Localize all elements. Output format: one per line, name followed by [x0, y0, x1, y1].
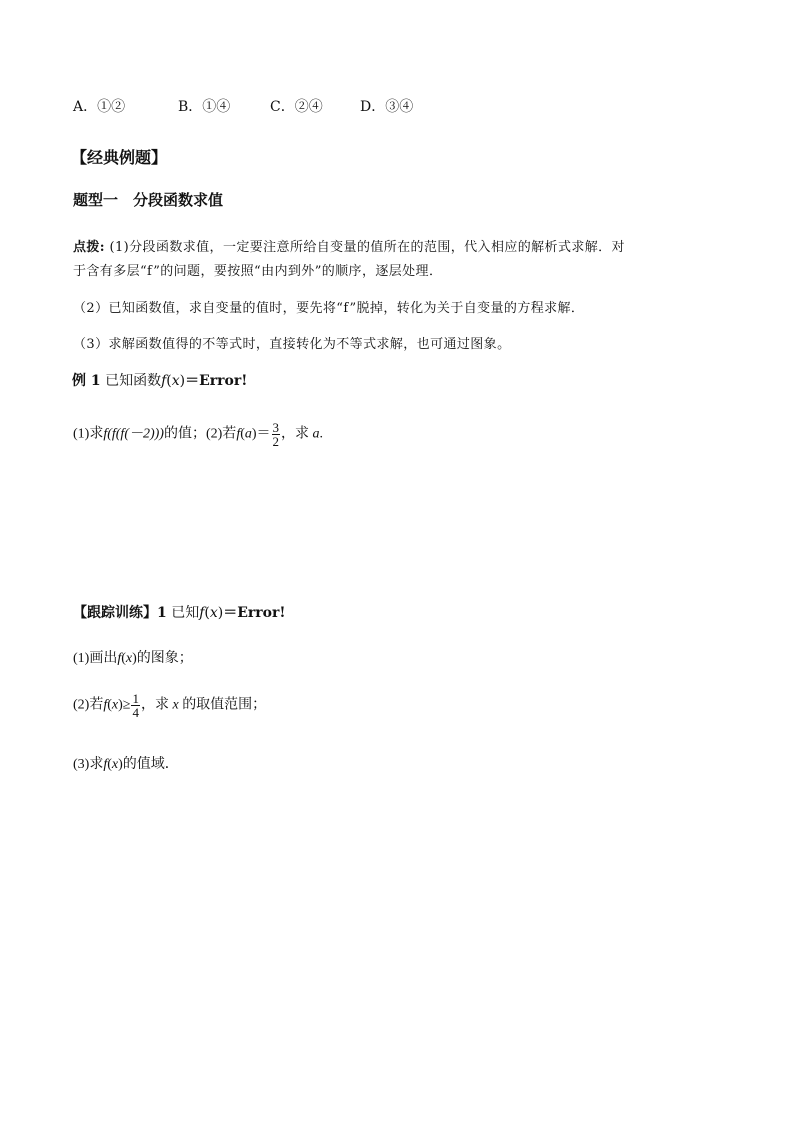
training-label: 【跟踪训练】1 — [73, 605, 167, 621]
option-b: B．①④ — [178, 99, 231, 115]
equation-error: ＝Error! — [185, 373, 248, 389]
var-x: x — [125, 651, 133, 666]
equals: )＝ — [251, 426, 271, 442]
example-1-text: 已知函数 — [100, 373, 162, 389]
example-1-label: 例 1 — [72, 373, 101, 389]
training-q2: (2)若f(x)≥ $\frac{1}{4}$ ，求 x 的取值范围； — [73, 691, 267, 720]
q-ask: ，求 — [281, 426, 310, 442]
tips-line-2: 于含有多层“f”的问题，要按照“由内到外”的顺序，逐层处理． — [73, 264, 443, 279]
greater-equal: )≥ — [118, 697, 131, 713]
q2-suffix: 的取值范围； — [178, 697, 267, 713]
q-middle: 的值；(2)若 — [163, 426, 237, 442]
func-f: f — [199, 605, 205, 621]
var-x: x — [171, 373, 180, 389]
training-text: 已知 — [166, 605, 200, 621]
tips-line-4: （3）求解函数值得的不等式时，直接转化为不等式求解，也可通过图象。 — [73, 337, 511, 352]
fraction-three-halves — [272, 421, 281, 448]
option-c: C．②④ — [270, 99, 323, 115]
fraction-one-quarter — [131, 692, 140, 719]
training-q3: (3)求f(x)的值域． — [73, 757, 179, 772]
func-f: f — [103, 757, 108, 772]
fraction-denominator: 2 — [272, 434, 280, 449]
tips-label: 点拨: — [73, 240, 105, 255]
func-f: f — [117, 651, 122, 666]
q1-prefix: (1)画出 — [73, 651, 118, 666]
tips-line-1 — [73, 236, 625, 255]
section-title: 【经典例题】 — [71, 148, 168, 167]
q1-prefix: (1)求 — [73, 426, 104, 442]
fraction-denominator: 4 — [132, 705, 139, 720]
q2-prefix: (2)若 — [73, 697, 104, 713]
tips-line-3: （2）已知函数值，求自变量的值时，要先将“f”脱掉，转化为关于自变量的方程求解． — [73, 301, 585, 316]
type-title: 题型一 分段函数求值 — [73, 191, 224, 209]
func-f: f — [161, 373, 167, 389]
fraction-numerator: 1 — [132, 691, 139, 706]
example-1-statement: 例 1 已知函数f(x)＝Error! — [72, 373, 248, 389]
func-f: f — [236, 426, 241, 442]
q3-prefix: (3)求 — [73, 757, 104, 772]
var-a: a — [312, 426, 320, 442]
answer-options — [73, 96, 413, 116]
q2-middle: ，求 — [140, 697, 169, 713]
period: . — [319, 426, 324, 442]
q3-suffix: 的值域． — [122, 757, 179, 772]
training-q1: (1)画出f(x)的图象； — [73, 651, 193, 666]
var-x: x — [111, 757, 119, 772]
option-a: A．①② — [73, 99, 126, 115]
var-x: x — [111, 697, 119, 713]
example-1-questions: (1)求f(f(f(－2)))的值；(2)若f(a)＝ $\frac{3}{2}$ ，求 a. — [73, 420, 324, 449]
training-statement: 【跟踪训练】1 已知f(x)＝Error! — [73, 605, 286, 621]
func-f: f — [103, 697, 108, 713]
tips-line-1-text: (1)分段函数求值，一定要注意所给自变量的值所在的范围，代入相应的解析式求解．对 — [105, 240, 625, 255]
var-x: x — [209, 605, 218, 621]
option-d: D．③④ — [360, 99, 414, 115]
q1-suffix: 的图象； — [136, 651, 193, 666]
nested-expression: f(f(f(－2))) — [103, 426, 164, 442]
var-x: x — [172, 697, 179, 713]
var-a: a — [244, 426, 252, 442]
equation-error: ＝Error! — [223, 605, 286, 621]
fraction-numerator: 3 — [272, 420, 280, 435]
